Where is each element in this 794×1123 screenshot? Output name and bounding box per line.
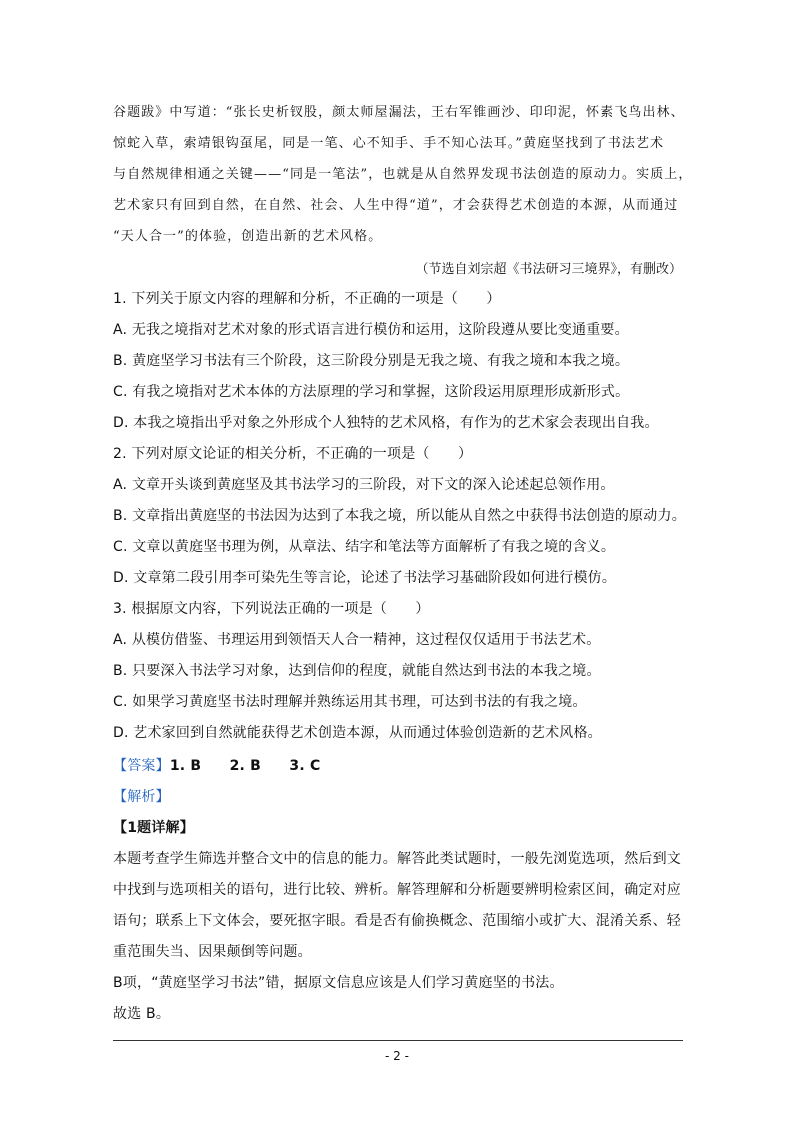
answer-label: 【答案】	[113, 758, 170, 774]
question-option: D. 艺术家回到自然就能获得艺术创造本源，从而通过体验创造新的艺术风格。	[113, 725, 602, 741]
question-option: C. 如果学习黄庭坚书法时理解并熟练运用其书理，可达到书法的有我之境。	[113, 694, 587, 710]
question-option: B. 文章指出黄庭坚的书法因为达到了本我之境，所以能从自然之中获得书法创造的原动力。	[113, 508, 686, 524]
question-option: C. 有我之境指对艺术本体的方法原理的学习和掌握，这阶段运用原理形成新形式。	[113, 384, 630, 400]
answer-values: 1. B 2. B 3. C	[169, 758, 321, 774]
detail-line: 中找到与选项相关的语句，进行比较、辨析。解答理解和分析题要辨明检索区间，确定对应	[113, 882, 681, 898]
passage-line: “天人合一”的体验，创造出新的艺术风格。	[113, 229, 383, 244]
detail-line: 故选 B。	[113, 1006, 171, 1022]
passage-line: 艺术家只有回到自然，在自然、社会、人生中得“道”，才会获得艺术创造的本源，从而通过	[113, 198, 679, 213]
detail-line: 重范围失当、因果颠倒等问题。	[113, 944, 312, 960]
question-stem: 3. 根据原文内容，下列说法正确的一项是（ ）	[113, 601, 430, 617]
footer-divider	[113, 1040, 683, 1041]
passage-source: （节选自刘宗超《书法研习三境界》，有删改）	[415, 262, 682, 277]
page-number: - 2 -	[385, 1049, 409, 1063]
question-option: D. 文章第二段引用李可染先生等言论，论述了书法学习基础阶段如何进行模仿。	[113, 570, 617, 586]
question-stem: 1. 下列关于原文内容的理解和分析，不正确的一项是（ ）	[113, 291, 501, 307]
detail-line: B项，“黄庭坚学习书法”错，据原文信息应该是人们学习黄庭坚的书法。	[113, 975, 564, 991]
answer-line	[113, 756, 683, 776]
question-option: C. 文章以黄庭坚书理为例，从章法、结字和笔法等方面解析了有我之境的含义。	[113, 539, 616, 555]
question-option: D. 本我之境指出乎对象之外形成个人独特的艺术风格，有作为的艺术家会表现出自我。	[113, 415, 659, 431]
question-stem: 2. 下列对原文论证的相关分析，不正确的一项是（ ）	[113, 446, 473, 462]
question-option: A. 从模仿借鉴、书理运用到领悟天人合一精神，这过程仅仅适用于书法艺术。	[113, 632, 601, 648]
detail-heading: 【1题详解】	[113, 820, 194, 836]
question-option: A. 文章开头谈到黄庭坚及其书法学习的三阶段，对下文的深入论述起总领作用。	[113, 477, 615, 493]
passage-line: 与自然规律相通之关键——“同是一笔法”，也就是从自然界发现书法创造的原动力。实质上，	[113, 167, 693, 182]
question-option: B. 只要深入书法学习对象，达到信仰的程度，就能自然达到书法的本我之境。	[113, 663, 601, 679]
question-option: B. 黄庭坚学习书法有三个阶段，这三阶段分别是无我之境、有我之境和本我之境。	[113, 353, 630, 369]
analysis-label: 【解析】	[113, 789, 170, 805]
passage-line: 谷题跋》中写道：“张长史析钗股，颜太师屋漏法，王右军锥画沙、印印泥，怀素飞鸟出林、	[113, 105, 685, 120]
question-option: A. 无我之境指对艺术对象的形式语言进行模仿和运用，这阶段遵从要比变通重要。	[113, 322, 629, 338]
detail-line: 本题考查学生筛选并整合文中的信息的能力。解答此类试题时，一般先浏览选项，然后到文	[113, 851, 681, 867]
passage-line: 惊蛇入草，索靖银钩虿尾，同是一笔、心不知手、手不知心法耳。”黄庭坚找到了书法艺术	[113, 136, 665, 151]
detail-line: 语句；联系上下文体会，要死抠字眼。看是否有偷换概念、范围缩小或扩大、混淆关系、轻	[113, 913, 681, 929]
